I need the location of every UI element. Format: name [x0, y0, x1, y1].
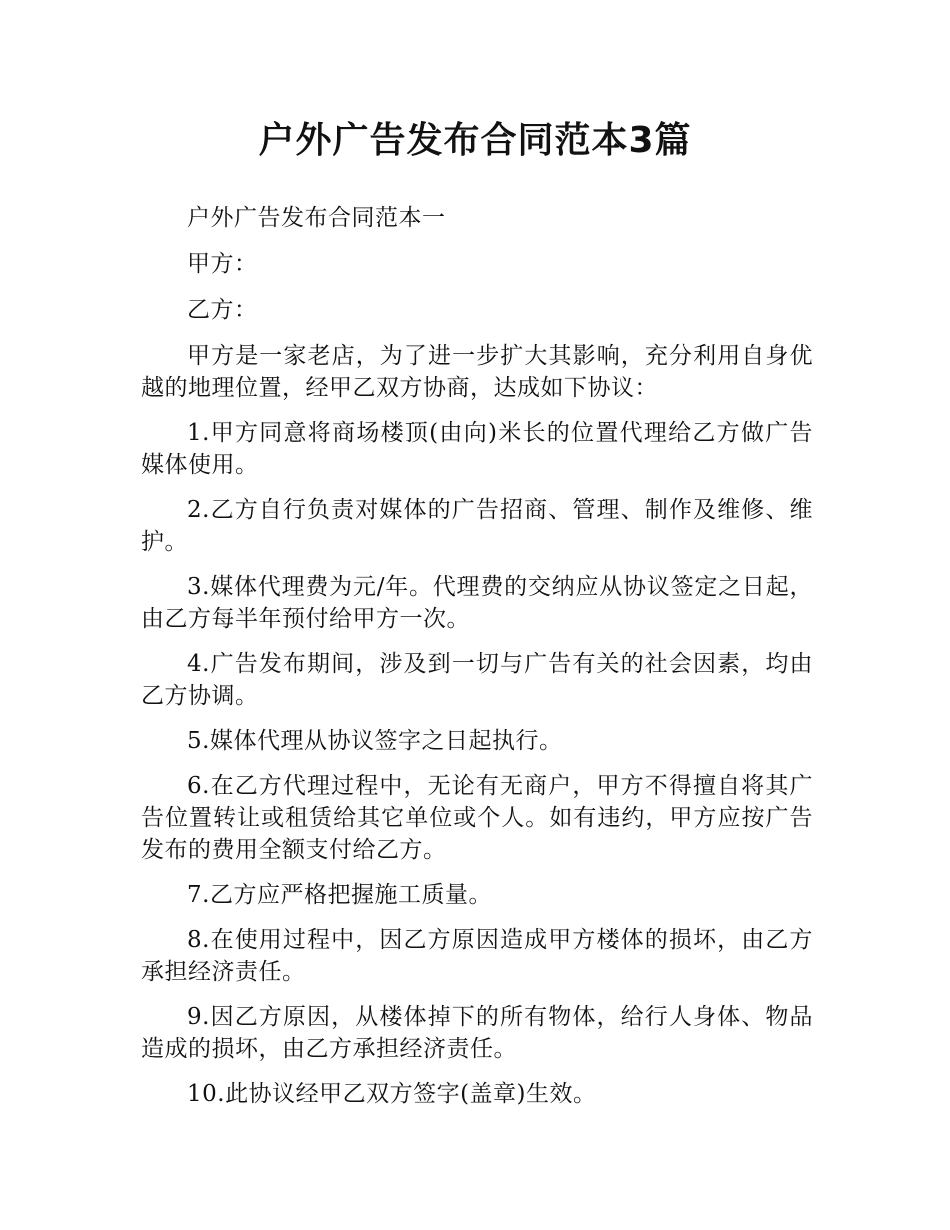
document-title: 户外广告发布合同范本3篇 [258, 120, 692, 161]
clause-6: 6.在乙方代理过程中，无论有无商户，甲方不得擅自将其广告位置转让或租赁给其它单位或个人。如有违约，甲方应按广告发布的费用全额支付给乙方。 [141, 773, 813, 863]
section-heading: 户外广告发布合同范本一 [187, 205, 446, 231]
party-b-label: 乙方： [187, 297, 258, 323]
clause-8: 8.在使用过程中，因乙方原因造成甲方楼体的损坏，由乙方承担经济责任。 [141, 927, 813, 985]
document-body [141, 202, 813, 1123]
clause-7: 7.乙方应严格把握施工质量。 [187, 882, 492, 908]
clause-2: 2.乙方自行负责对媒体的广告招商、管理、制作及维修、维护。 [141, 497, 813, 555]
clause-1: 1.甲方同意将商场楼顶(由向)米长的位置代理给乙方做广告媒体使用。 [141, 420, 813, 478]
clause-10: 10.此协议经甲乙双方签字(盖章)生效。 [187, 1081, 597, 1107]
clause-9: 9.因乙方原因，从楼体掉下的所有物体，给行人身体、物品造成的损坏，由乙方承担经济责任。 [141, 1004, 813, 1062]
clause-4: 4.广告发布期间，涉及到一切与广告有关的社会因素，均由乙方协调。 [141, 651, 813, 709]
party-a-label: 甲方： [187, 251, 258, 277]
clause-3: 3.媒体代理费为元/年。代理费的交纳应从协议签定之日起，由乙方每半年预付给甲方一次。 [141, 574, 813, 632]
intro-paragraph: 甲方是一家老店，为了进一步扩大其影响，充分利用自身优越的地理位置，经甲乙双方协商，达成如下协议： [141, 343, 813, 401]
clause-5: 5.媒体代理从协议签字之日起执行。 [187, 728, 563, 754]
